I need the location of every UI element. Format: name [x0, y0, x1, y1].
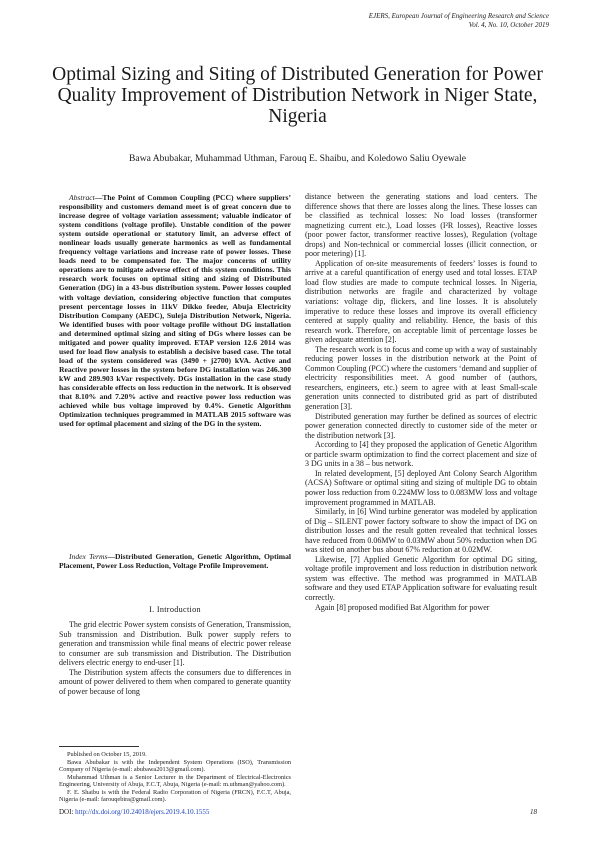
section-heading-introduction: I. Introduction [149, 605, 201, 614]
doi-footer [59, 808, 209, 816]
paragraph: The Distribution system affects the consumers due to differences in amount of power delivered to them when compared to generate quantity of power because of long [59, 667, 291, 696]
index-terms-lead: Index Terms [69, 552, 108, 561]
paragraph: The research work is to focus and come up with a way of sustainably reducing power losses in the distribution network at the Point of Common Coupling (PCC) where the customers ‘demand and supplier of electricity responsibilities meet. A good number of (authors, researchers, engineers, etc.) seem to agree with at least Small-scale generation units connected to distributed grid as part of distributed generation [3]. [305, 344, 537, 412]
paragraph: The grid electric Power system consists of Generation, Transmission, Sub transmission and Distribution. Bulk power supply refers to generation and transmission while final means of electric power release to consumer are sub transmission and Distribution. The Distribution delivers electric energy to end-user [1]. [59, 620, 291, 668]
right-column-body [305, 192, 537, 612]
doi-link[interactable]: http://dx.doi.org/10.24018/ejers.2019.4.10.1555 [75, 808, 210, 816]
paper-title: Optimal Sizing and Siting of Distributed Generation for Power Quality Improvement of Distribution Network in Niger State, Nigeria [52, 64, 543, 127]
footnote-published: Published on October 15, 2019. [67, 751, 147, 758]
journal-volume: Vol. 4, No. 10, October 2019 [468, 21, 549, 29]
paragraph: distance between the generating stations and load centers. The difference shows that there are losses along the lines. These losses can be classified as technical losses: No load losses (transformer magnetizing current etc.), Load losses (I²R losses), Reactive losses (poor power factor, transformer reactive losses), Regulation (voltage drops) and Non-technical or commercial losses (illicit connection, or poor metering) [1]. [305, 192, 537, 259]
abstract-lead: Abstract [69, 193, 95, 202]
left-column-body [59, 620, 291, 696]
paragraph: In related development, [5] deployed Ant Colony Search Algorithm (ACSA) Software or optimal siting and sizing of multiple DG to obtain power loss reduction from 0.224MW loss to 0.083MW loss and voltage improvement programmed in MATLAB. [305, 468, 537, 507]
doi-prefix: DOI: [59, 808, 76, 816]
abstract-text: —The Point of Common Coupling (PCC) where suppliers’ responsibility and customers demand meet is of great concern due to increase degree of voltage variation assessment; valuable indicator of system conditions (voltage profile). Unstable condition of the power system outside operational or statutory limit, an adverse effect of nonlinear loads usually generate harmonics as well as fundamental frequency voltage variations and increase rate of power losses. These loads need to be compensated for. The major concerns of utility operations are to mitigate adverse effect of this system conditions. This research work focuses on optimal siting and sizing of Distributed Generation (DG) in a 43-bus distribution system. Power losses coupled with voltage deviation, considering objective function that computes present percentage losses in 11kV Dikko feeder, Abuja Electricity Distribution Company (AEDC), Suleja Distribution Network, Nigeria. We identified buses with poor voltage profile without DG installation and determined optimal sizing and siting of DGs where losses can be mitigated and power quality improved. ETAP version 12.6 2014 was used for load flow analysis to establish a decisive based case. The total load of the system considered was (3490 + j2700) kVA. Active and Reactive power losses in the system before DG installation was 246.300 kW and 289.903 kVar respectively. DGs installation in the case study has considerable effects on loss reduction in the network. It is observed that 8.10% and 7.20% active and reactive power loss reduction was achieved while bus voltage improved by 0.4%. Genetic Algorithm Optimization techniques programmed in MATLAB 2015 software was used for optimal placement and sizing of the DG in the system. [59, 193, 291, 429]
paragraph: Again [8] proposed modified Bat Algorithm for power [315, 602, 490, 612]
footnote-author: Bawa Abubakar is with the Independent System Operations (ISO), Transmission Company of Nigeria (e-mail: abubawa2013@gmail.com). [59, 758, 291, 773]
footnotes [59, 751, 291, 804]
paragraph: According to [4] they proposed the application of Genetic Algorithm or particle swarm optimization to find the correct placement and size of 3 DG units in a 38 – bus network. [305, 440, 537, 469]
page-number: 18 [530, 808, 537, 816]
index-terms-text: —Distributed Generation, Genetic Algorithm, Optimal Placement, Power Loss Reduction, Voltage Profile Improvement. [59, 552, 291, 571]
paragraph: Application of on-site measurements of feeders’ losses is found to arrive at a careful quantification of energy used and total losses. ETAP load flow studies are made to compute technical losses. In Nigeria, distribution networks are fragile and characterized by voltage variations: voltage dip, flickers, and line losses. It is absolutely imperative to reduce these losses and improve its overall efficiency centered at supply quality and reliability. Hence, the basis of this research work. Therefore, on acceptable limit of percentage losses be given adequate attention [2]. [305, 258, 537, 345]
paragraph: Distributed generation may further be defined as sources of electric power generation connected directly to customer side of the meter or the distribution network [3]. [305, 411, 537, 440]
abstract [59, 193, 291, 428]
journal-header [369, 12, 549, 30]
paragraph: Likewise, [7] Applied Genetic Algorithm for optimal DG siting, voltage profile improvement and loss reduction in distribution network system was effective. The method was programmed in MATLAB software and they used ETAP Application software for evaluating result correctly. [305, 554, 537, 602]
footnote-divider [59, 746, 139, 747]
journal-name: EJERS, European Journal of Engineering Research and Science [368, 12, 549, 20]
footnote-author: Muhammad Uthman is a Senior Lecturer in the Department of Electrical-Electronics Engineering, University of Abuja, F.C.T, Abuja, Nigeria (e-mail: m.uthman@yahoo.com). [59, 773, 291, 788]
paragraph: Similarly, in [6] Wind turbine generator was modeled by application of Dig – SILENT power factory software to show the impact of DG on distribution losses and the result gotten revealed that technical losses have reduced from 0.06MW to 0.03MW about 50% reduction when DG was sited on another bus about 67% reduction at 0.02MW. [305, 507, 537, 555]
index-terms [59, 552, 291, 570]
footnote-author: F. E. Shaibu is with the Federal Radio Corporation of Nigeria (FRCN), F.C.T, Abuja, Nigeria (e-mail: farouqebira@gmail.com). [59, 788, 291, 803]
author-list: Bawa Abubakar, Muhammad Uthman, Farouq E. Shaibu, and Koledowo Saliu Oyewale [129, 153, 466, 164]
